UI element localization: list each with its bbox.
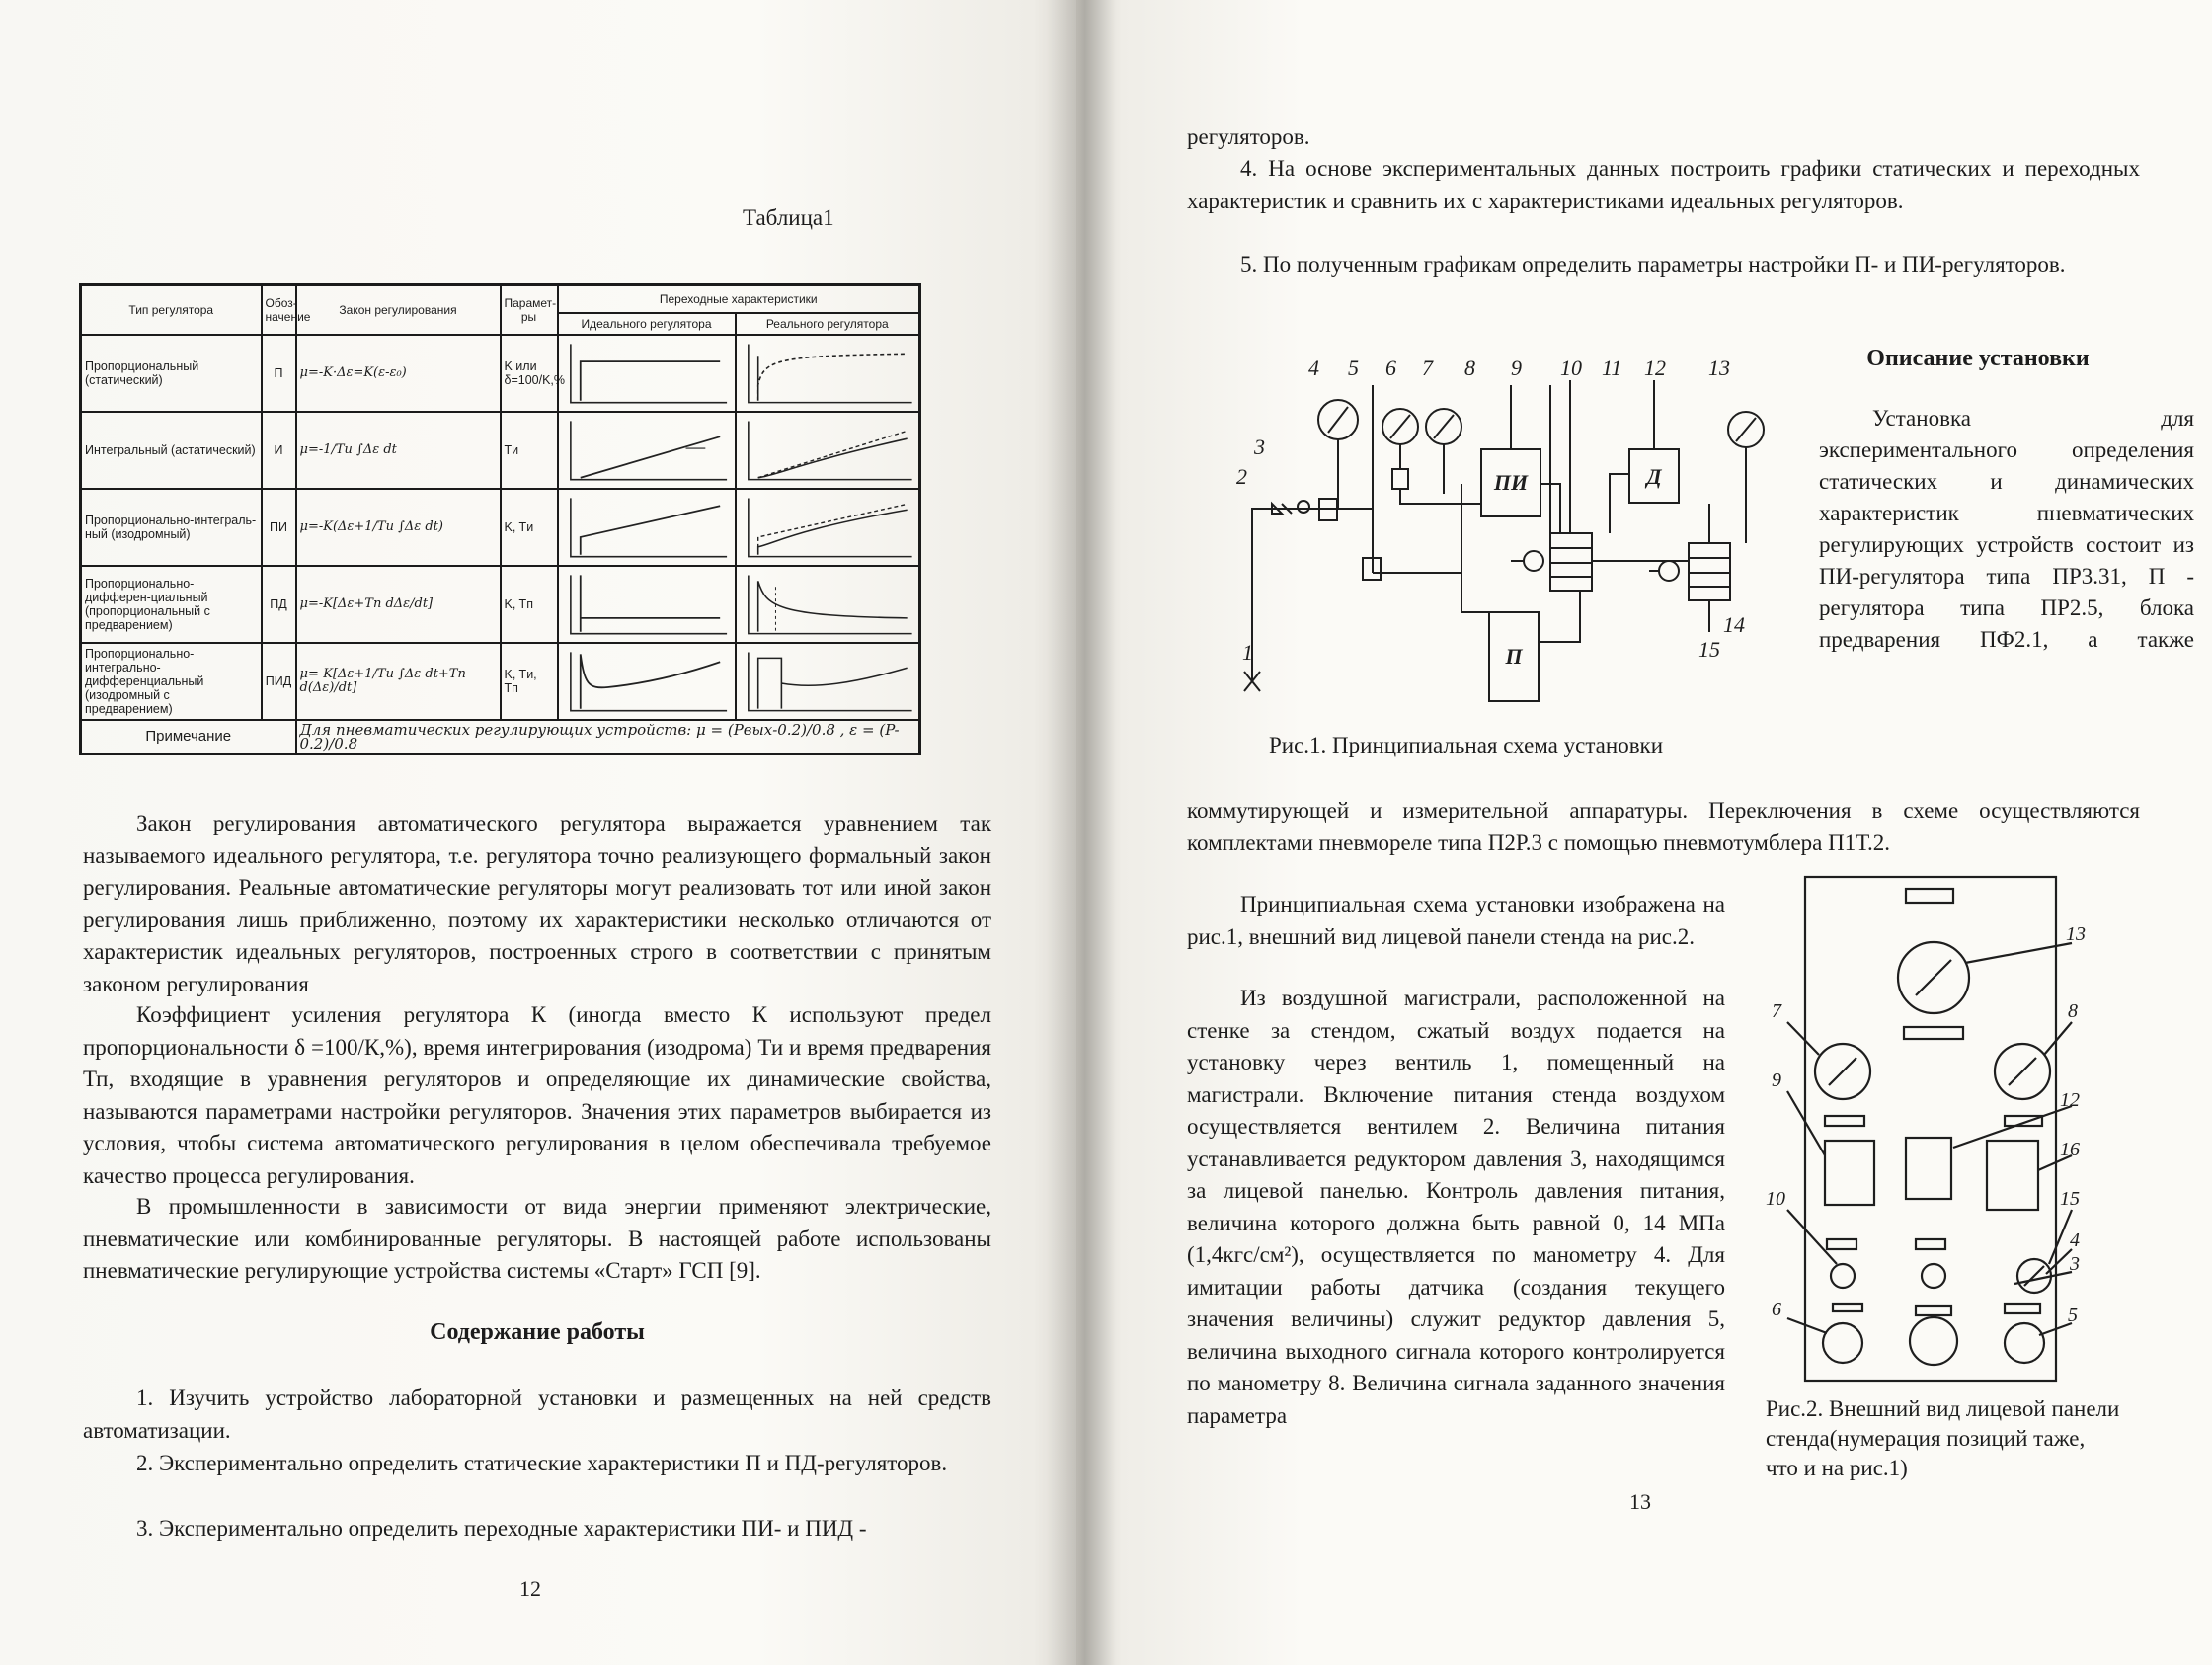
regulator-params: K, Tп [501,566,558,643]
fig1-label-2: 2 [1236,464,1247,489]
fig1-label-13: 13 [1708,356,1730,380]
paragraph-setup-intro: Установка для экспериментального определения статических и динамических характеристик пневматических регулирующих устройств состоит из ПИ-регулятора типа ПР3.31, П - регулятора типа ПР2.5, блока предварения ПФ2.1, а также [1819,406,2194,652]
header-type: Тип регулятора [81,285,262,335]
regulator-params: K, Tи, Tп [501,643,558,720]
table-row [81,643,920,720]
regulator-law: μ=-K[Δε+1/Tи ∫Δε dt+Tп d(Δε)/dt] [296,643,501,720]
book-gutter [1047,0,1116,1665]
fig1-caption: Рис.1. Принципиальная схема установки [1269,733,1664,757]
task-4: 4. На основе экспериментальных данных построить графики статических и переходных характеристик и сравнить их с характеристиками идеальных регуляторов. [1187,156,2140,213]
regulator-table [79,283,921,755]
table-row [81,335,920,412]
fig1-label-7: 7 [1422,356,1433,380]
task-5: 5. По полученным графикам определить параметры настройки П- и ПИ-регуляторов. [1240,252,2066,277]
fig1-label-8: 8 [1464,356,1475,380]
fig2-label-15: 15 [2060,1188,2080,1210]
fig1-schematic [1224,346,1778,731]
ideal-curve-pid [558,643,736,720]
regulator-law: μ=-K(Δε+1/Tи ∫Δε dt) [296,489,501,566]
regulator-type: Пропорциональный (статический) [81,335,262,412]
note-label: Примечание [81,720,296,754]
header-law: Закон регулирования [296,285,501,335]
regulator-type: Пропорционально-интегрально-дифференциальный (изодромный с предварением) [81,643,262,720]
task-1: 1. Изучить устройство лабораторной установки и размещенных на ней средств автоматизации. [83,1386,991,1443]
regulator-params: K или δ=100/K,% [501,335,558,412]
table-row [81,489,920,566]
regulator-designation: П [262,335,296,412]
regulator-designation: ПИД [262,643,296,720]
fig2-label-10: 10 [1766,1188,1785,1210]
block-p: П [1505,644,1523,669]
page-number-right: 13 [1629,1489,1651,1514]
paragraph-law: Закон регулирования автоматического регулятора выражается уравнением так называемого идеального регулятора, т.е. регулятора точно реализующего формальный закон регулирования. Реальные автоматические регуляторы могут реализовать тот или иной закон регулирования лишь приближенно, поэтому их характеристики несколько отличаются от характеристик идеальных регуляторов, построенных строго в соответствии с принятым законом регулирования [83,811,991,996]
table-row [81,412,920,489]
fig1-label-11: 11 [1602,356,1622,380]
header-ideal: Идеального регулятора [558,313,736,335]
fig1-label-1: 1 [1242,640,1253,665]
paragraph-coefficient: Коэффициент усиления регулятора К (иногда вместо К используют предел пропорциональности δ =100/К,%), время интегрирования (изодрома) Ти и время предварения Тп, входящие в уравнения регуляторов и определяющие их динамические свойства, называются параметрами настройки регуляторов. Значения этих параметров выбирается из условия, чтобы система автоматического регулирования в целом обеспечивала требуемое качество процесса регулирования. [83,1002,991,1188]
fig2-label-6: 6 [1772,1299,1781,1320]
fig1-label-6: 6 [1385,356,1396,380]
page-12 [0,0,1076,1665]
header-real: Реального регулятора [736,313,920,335]
regulator-law: μ=-K·Δε=K(ε-ε₀) [296,335,501,412]
regulator-params: K, Tи [501,489,558,566]
section-heading-setup: Описание установки [1866,346,2090,371]
task-2: 2. Экспериментально определить статические характеристики П и ПД-регуляторов. [136,1451,948,1475]
regulator-type: Интегральный (астатический) [81,412,262,489]
note-text: Для пневматических регулирующих устройств: μ = (Pвых-0.2)/0.8 , ε = (P-0.2)/0.8 [296,720,920,754]
paragraph-industry: В промышленности в зависимости от вида энергии применяют электрические, пневматические или комбинированные регуляторы. В настоящей работе использованы пневматические регулирующие устройства системы «Старт» ГСП [9]. [83,1194,991,1283]
regulator-type: Пропорционально-дифферен-циальный (пропорциональный с предварением) [81,566,262,643]
fig1-label-14: 14 [1723,612,1745,637]
regulator-designation: И [262,412,296,489]
regulator-type: Пропорционально-интеграль-ный (изодромный) [81,489,262,566]
fig2-label-8: 8 [2068,1000,2078,1022]
fig2-label-4: 4 [2070,1229,2080,1251]
task-3: 3. Экспериментально определить переходные характеристики ПИ- и ПИД - [136,1516,867,1541]
regulator-designation: ПИ [262,489,296,566]
fig2-label-16: 16 [2060,1139,2080,1160]
real-curve-pi [736,489,920,566]
fig2-label-12: 12 [2060,1089,2080,1111]
block-pi: ПИ [1493,470,1529,495]
fig2-label-9: 9 [1772,1070,1781,1091]
fig1-label-12: 12 [1644,356,1666,380]
header-designation: Обоз-начение [262,285,296,335]
ideal-curve-p [558,335,736,412]
fig2-front-panel [1758,869,2094,1407]
real-curve-pid [736,643,920,720]
regulator-law: μ=-1/Tи ∫Δε dt [296,412,501,489]
fig2-label-5: 5 [2068,1305,2078,1326]
line-regulators: регуляторов. [1187,124,1310,149]
fig2-label-7: 7 [1772,1000,1781,1022]
fig1-label-9: 9 [1511,356,1522,380]
paragraph-scheme: Принципиальная схема установки изображена на рис.1, внешний вид лицевой панели стенда на рис.2. [1187,892,1725,949]
regulator-designation: ПД [262,566,296,643]
fig1-label-5: 5 [1348,356,1359,380]
ideal-curve-i [558,412,736,489]
page-13 [1076,0,2212,1665]
header-params: Парамет-ры [501,285,558,335]
paragraph-air: Из воздушной магистрали, расположенной на стенке за стендом, сжатый воздух подается на установку через вентиль 1, помещенный на магистрали. Включение питания стенда воздухом осуществляется вентилем 2. Величина питания устанавливается редуктором давления 3, находящимся за лицевой панелью. Контроль давления питания, величина которого должна быть равной 0, 14 МПа (1,4кгс/см²), осуществляется по манометру 4. Для имитации работы датчика (создания текущего значения величины) служит редуктор давления 5, величина выходного сигнала которого контролируется по манометру 8. Величина сигнала заданного значения параметра [1187,986,1725,1428]
fig2-label-3: 3 [2070,1253,2080,1275]
regulator-params: Tи [501,412,558,489]
ideal-curve-pi [558,489,736,566]
real-curve-i [736,412,920,489]
header-transient: Переходные характеристики [558,285,920,313]
ideal-curve-pd [558,566,736,643]
fig2-label-13: 13 [2066,923,2086,945]
table-row [81,566,920,643]
fig1-label-3: 3 [1254,435,1265,459]
table-label: Таблица1 [743,205,834,230]
fig1-label-4: 4 [1308,356,1319,380]
regulator-law: μ=-K[Δε+Tп dΔε/dt] [296,566,501,643]
real-curve-p [736,335,920,412]
page-number-left: 12 [519,1576,541,1601]
real-curve-pd [736,566,920,643]
fig2-caption: Рис.2. Внешний вид лицевой панели стенда(нумерация позиций таже, что и на рис.1) [1766,1396,2120,1480]
paragraph-setup-cont: коммутирующей и измерительной аппаратуры. Переключения в схеме осуществляются комплектами пневмореле типа П2Р.3 с помощью пневмотумблера П1Т.2. [1187,798,2140,855]
fig1-label-10: 10 [1560,356,1582,380]
fig1-label-15: 15 [1698,637,1720,662]
section-heading-content: Содержание работы [430,1319,645,1345]
block-d: Д [1646,464,1662,489]
